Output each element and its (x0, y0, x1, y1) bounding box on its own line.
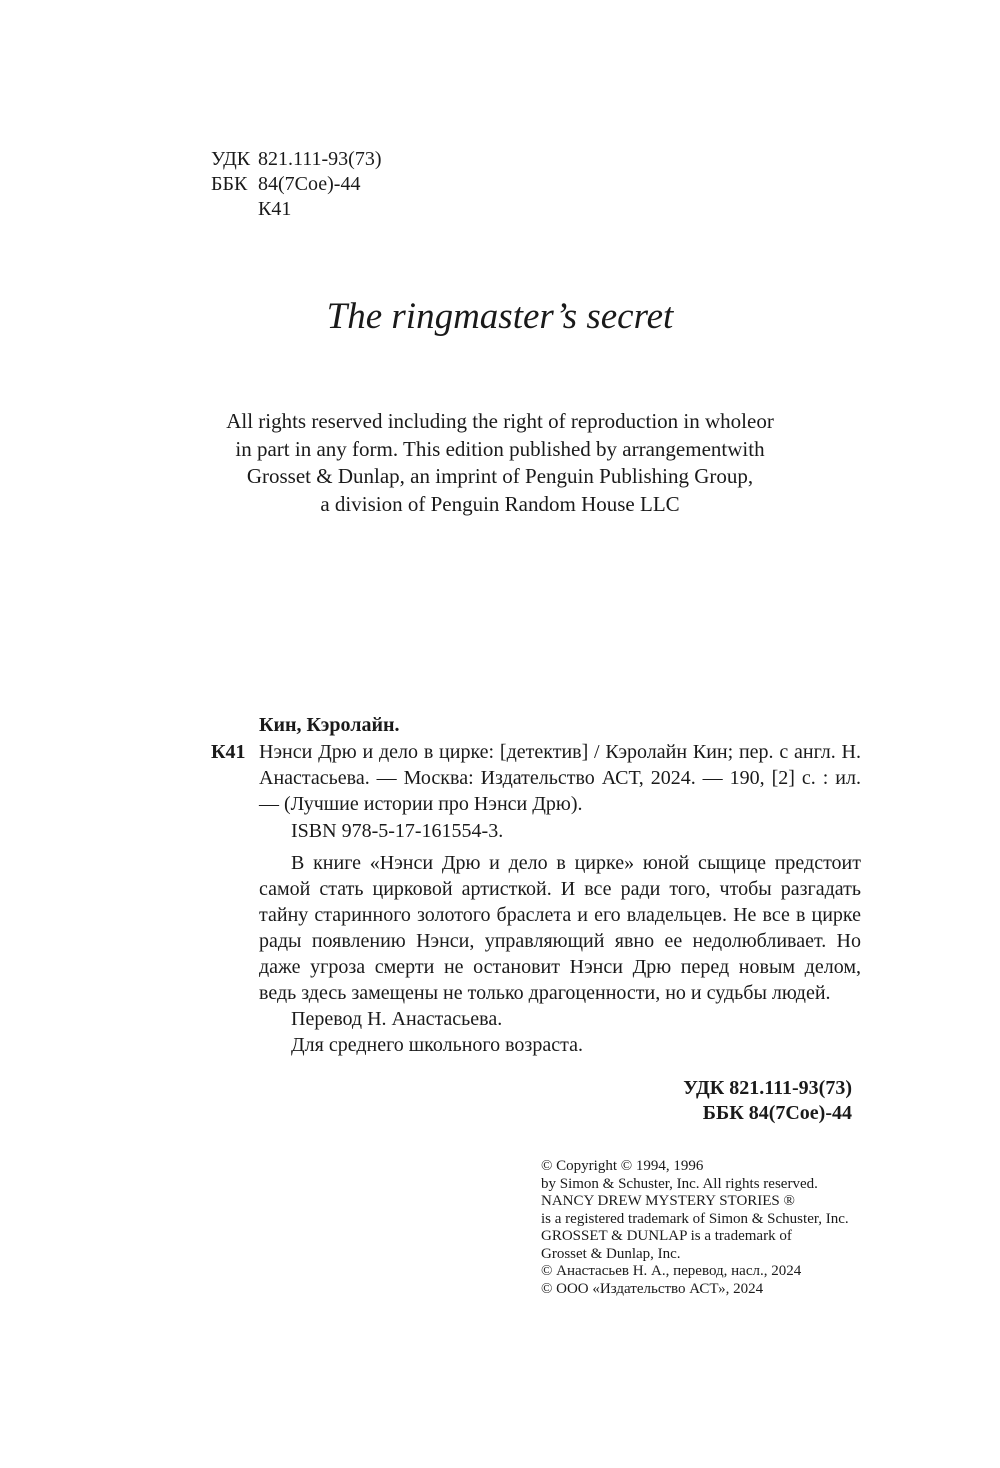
copyright-line: GROSSET & DUNLAP is a trademark of (541, 1228, 792, 1244)
udk-label: УДК (211, 148, 251, 170)
copyright-line: © Copyright © 1994, 1996 (541, 1158, 704, 1174)
bibliographic-description: Нэнси Дрю и дело в цирке: [детектив] / Кэролайн Кин; пер. с англ. Н. Анастасьева. — Москва: Издательство АСТ, 2024. — 190, [2] с. : ил. — (Лучшие истории про Нэнси Дрю). (259, 741, 861, 815)
copyright-line: is a registered trademark of Simon & Schuster, Inc. (541, 1210, 849, 1227)
bbk-label: ББК (211, 173, 248, 195)
copyright-line: Grosset & Dunlap, Inc. (541, 1245, 681, 1262)
rights-line: All rights reserved including the right of reproduction in wholeor (226, 409, 774, 433)
rights-line: a division of Penguin Random House LLC (320, 491, 680, 516)
bbk-bottom: ББК 84(7Сое)-44 (702, 1102, 852, 1124)
udk-value: 821.111-93(73) (258, 148, 382, 170)
bbk-value: 84(7Сое)-44 (258, 173, 361, 195)
rights-notice (0, 408, 1000, 518)
udk-row (211, 147, 382, 172)
copyright-line: © Анастасьев Н. А., перевод, насл., 2024 (541, 1263, 802, 1279)
copyright-line: by Simon & Schuster, Inc. All rights reserved. (541, 1175, 818, 1192)
udk-bottom: УДК 821.111-93(73) (683, 1077, 852, 1099)
original-title: The ringmaster’s secret (326, 296, 674, 337)
copyright-line: NANCY DREW MYSTERY STORIES ® (541, 1193, 795, 1209)
rights-line: in part in any form. This edition published by arrangementwith (235, 436, 765, 461)
translator-note: Перевод Н. Анастасьева. (291, 1008, 503, 1030)
audience-note: Для среднего школьного возраста. (291, 1034, 583, 1056)
author-code-top: К41 (258, 198, 292, 220)
copyright-block (541, 1158, 849, 1298)
author-heading: Кин, Кэролайн. (259, 714, 400, 736)
annotation: В книге «Нэнси Дрю и дело в цирке» юной сыщице предстоит самой стать цирковой артисткой. И все ради того, чтобы разгадать тайну старинного золотого браслета и его владельцев. Не все в цирке рады появлению Нэнси, управляющий явно ее недолюбливает. Но даже угроза смерти не остановит Нэнси Дрю перед новым делом, ведь здесь замещены не только драгоценности, но и судьбы людей. (259, 852, 861, 1004)
bbk-row (211, 172, 382, 197)
author-code: К41 (211, 741, 246, 763)
isbn: ISBN 978-5-17-161554-3. (291, 820, 504, 842)
classification-footer (600, 1076, 852, 1126)
copyright-line: © ООО «Издательство АСТ», 2024 (541, 1280, 764, 1297)
classification-header (211, 147, 382, 222)
rights-line: Grosset & Dunlap, an imprint of Penguin Publishing Group, (246, 464, 754, 488)
